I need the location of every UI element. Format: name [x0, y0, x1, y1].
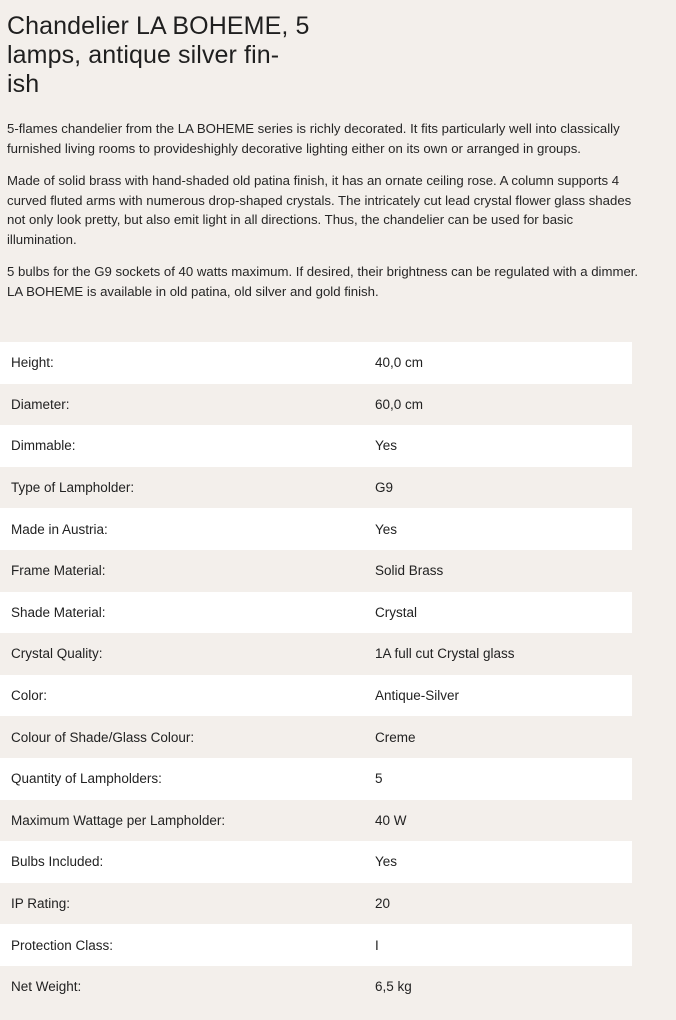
- spec-value: Yes: [375, 854, 398, 870]
- spec-label: Maximum Wattage per Lampholder:: [11, 812, 226, 828]
- spec-value: G9: [375, 480, 394, 496]
- spec-label: Colour of Shade/Glass Colour:: [11, 729, 195, 745]
- spec-row-dimmable: [0, 425, 632, 467]
- spec-value: 40 W: [375, 812, 407, 828]
- spec-row-bulbs-included: [0, 841, 632, 883]
- spec-label: Shade Material:: [11, 604, 106, 620]
- spec-row-height: [0, 342, 632, 384]
- spec-row-max-wattage: [0, 800, 632, 842]
- description-paragraph-2: Made of solid brass with hand-shaded old patina finish, it has an ornate ceiling rose. A column supports 4 curved fluted arms with numerous drop-shaped crystals. The intricately cut lead crystal flower glass shades not only look pretty, but also emit light in all directions. Thus, the chandelier can be used for basic illumination.: [7, 173, 632, 247]
- spec-row-protection-class: [0, 924, 632, 966]
- spec-row-ip-rating: [0, 883, 632, 925]
- spec-label: Type of Lampholder:: [11, 480, 135, 496]
- spec-value: Creme: [375, 729, 416, 745]
- spec-label: Made in Austria:: [11, 521, 108, 537]
- spec-row-made-in-austria: [0, 508, 632, 550]
- spec-label: Net Weight:: [11, 979, 82, 995]
- spec-value: Yes: [375, 521, 398, 537]
- spec-value: 6,5 kg: [375, 979, 412, 995]
- spec-row-frame-material: [0, 550, 632, 592]
- spec-value: 20: [375, 896, 391, 912]
- spec-value: 40,0 cm: [375, 355, 424, 371]
- spec-value: Yes: [375, 438, 398, 454]
- spec-row-color: [0, 675, 632, 717]
- spec-label: Frame Material:: [11, 563, 106, 579]
- spec-row-crystal-quality: [0, 633, 632, 675]
- spec-label: Quantity of Lampholders:: [11, 771, 162, 787]
- spec-label: Protection Class:: [11, 937, 114, 953]
- spec-label: Color:: [11, 688, 48, 704]
- specifications-table: [0, 342, 632, 1008]
- spec-row-lampholder-type: [0, 467, 632, 509]
- spec-value: 5: [375, 771, 383, 787]
- spec-value: Antique-Silver: [375, 688, 460, 704]
- spec-row-shade-material: [0, 592, 632, 634]
- product-title-line-3: ish: [7, 70, 40, 98]
- spec-value: Solid Brass: [375, 563, 444, 579]
- product-title: [7, 12, 337, 99]
- spec-row-net-weight: [0, 966, 632, 1008]
- spec-label: Diameter:: [11, 396, 70, 412]
- product-title-line-1: Chandelier LA BOHEME, 5: [7, 12, 310, 40]
- spec-row-shade-colour: [0, 716, 632, 758]
- spec-value: I: [375, 937, 379, 953]
- spec-label: Bulbs Included:: [11, 854, 104, 870]
- spec-label: Height:: [11, 355, 54, 371]
- product-details: [7, 0, 647, 301]
- spec-row-lampholder-quantity: [0, 758, 632, 800]
- product-title-line-2: lamps, antique silver fin-: [7, 41, 280, 69]
- spec-value: Crystal: [375, 604, 418, 620]
- spec-label: IP Rating:: [11, 896, 71, 912]
- spec-label: Crystal Quality:: [11, 646, 103, 662]
- description-paragraph-3: 5 bulbs for the G9 sockets of 40 watts maximum. If desired, their brightness can be regulated with a dimmer. LA BOHEME is available in old patina, old silver and gold finish.: [7, 264, 639, 299]
- description-paragraph-1: 5-flames chandelier from the LA BOHEME series is richly decorated. It fits particularly well into classically furnished living rooms to provideshighly decorative lighting either on its own or arranged in groups.: [7, 121, 620, 156]
- spec-label: Dimmable:: [11, 438, 76, 454]
- spec-row-diameter: [0, 384, 632, 426]
- spec-value: 60,0 cm: [375, 396, 424, 412]
- spec-value: 1A full cut Crystal glass: [375, 646, 515, 662]
